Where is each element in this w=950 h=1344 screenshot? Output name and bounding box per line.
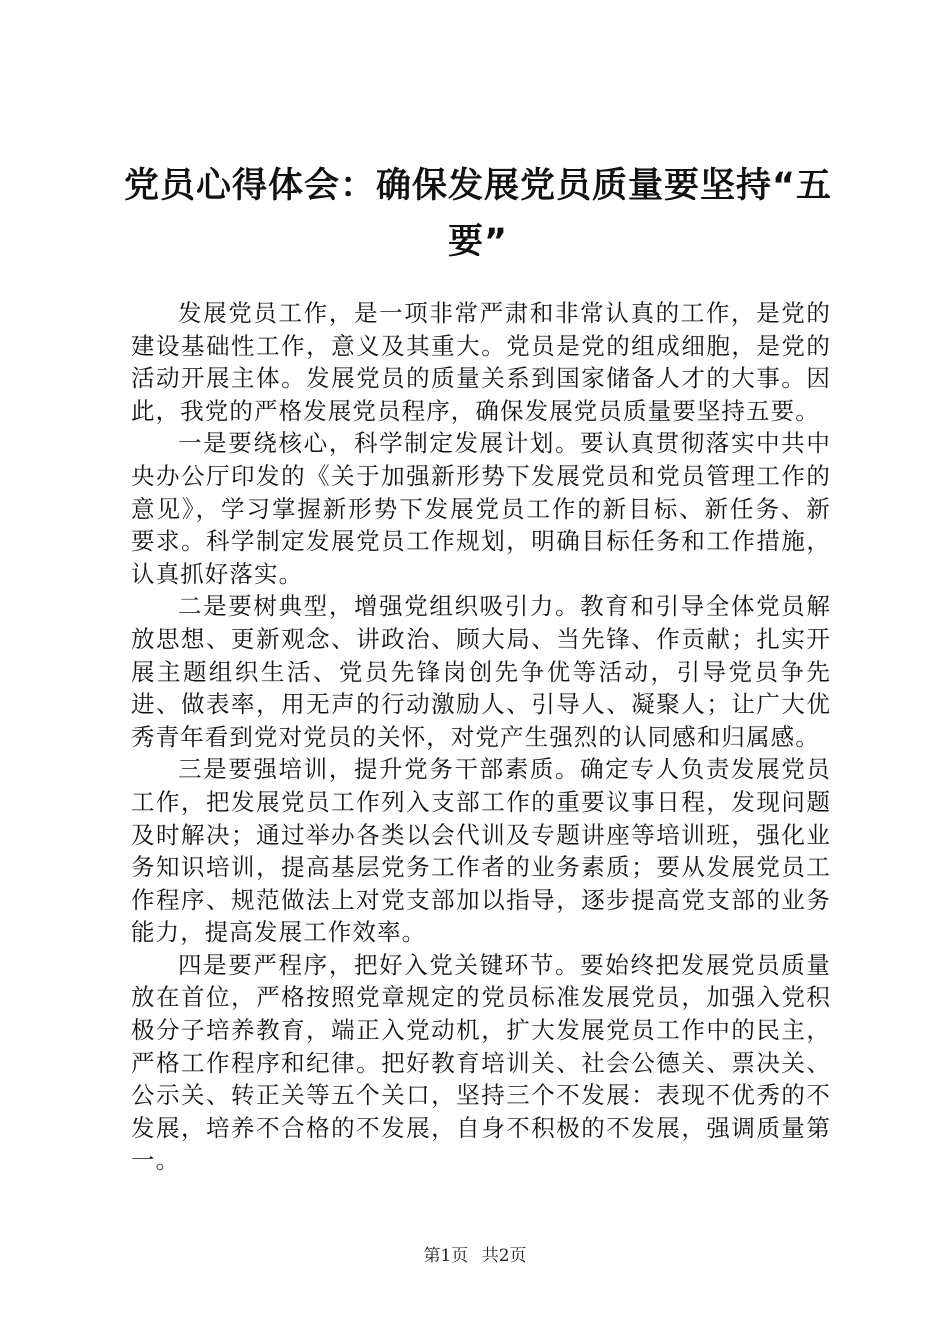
paragraph-intro: 发展党员工作，是一项非常严肃和非常认真的工作，是党的建设基础性工作，意义及其重大。党员是党的组成细胞，是党的活动开展主体。发展党员的质量关系到国家储备人才的大事。因此，我党的严格发展党员程序，确保发展党员质量要坚持五要。: [131, 299, 831, 425]
paragraph-point-3: 三是要强培训，提升党务干部素质。确定专人负责发展党员工作，把发展党员工作列入支部工作的重要议事日程，发现问题及时解决；通过举办各类以会代训及专题讲座等培训班，强化业务知识培训，提高基层党务工作者的业务素质；要从发展党员工作程序、规范做法上对党支部加以指导，逐步提高党支部的业务能力，提高发展工作效率。: [131, 755, 831, 947]
paragraph-point-2: 二是要树典型，增强党组织吸引力。教育和引导全体党员解放思想、更新观念、讲政治、顾大局、当先锋、作贡献；扎实开展主题组织生活、党员先锋岗创先争优等活动，引导党员争先进、做表率，用无声的行动激励人、引导人、凝聚人；让广大优秀青年看到党对党员的关怀，对党产生强烈的认同感和归属感。: [131, 592, 831, 751]
paragraph-point-4: 四是要严程序，把好入党关键环节。要始终把发展党员质量放在首位，严格按照党章规定的党员标准发展党员，加强入党积极分子培养教育，端正入党动机，扩大发展党员工作中的民主，严格工作程序和纪律。把好教育培训关、社会公德关、票决关、公示关、转正关等五个关口，坚持三个不发展：表现不优秀的不发展，培养不合格的不发展，自身不积极的不发展，强调质量第一。: [131, 950, 831, 1175]
paragraph-point-1: 一是要绕核心，科学制定发展计划。要认真贯彻落实中共中央办公厅印发的《关于加强新形势下发展党员和党员管理工作的意见》，学习掌握新形势下发展党员工作的新目标、新任务、新要求。科学制定发展党员工作规划，明确目标任务和工作措施，认真抓好落实。: [131, 429, 831, 588]
document-title: 党员心得体会：确保发展党员质量要坚持“五要”: [123, 166, 832, 262]
document-body: [131, 297, 831, 1177]
page-footer: 第1页 共2页: [423, 1246, 527, 1266]
